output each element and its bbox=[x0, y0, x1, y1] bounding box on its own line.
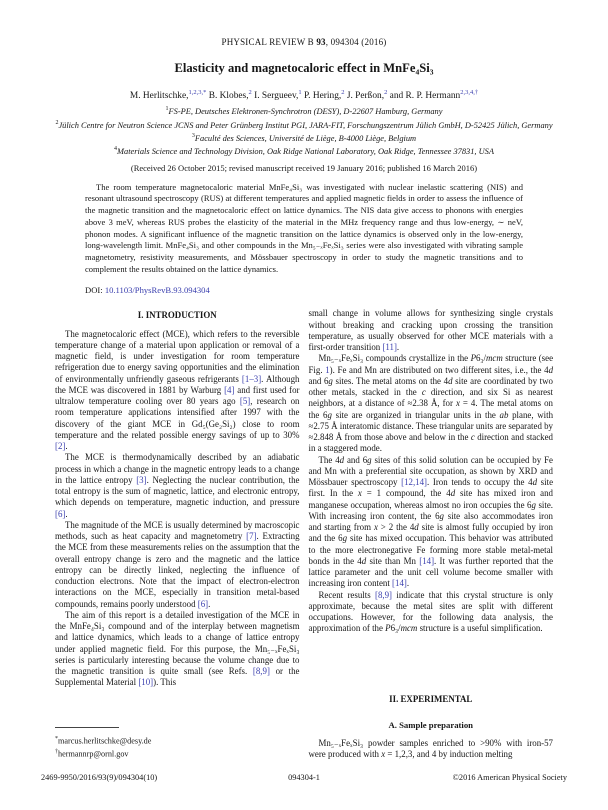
paragraph: The magnitude of the MCE is usually determined by macroscopic methods, such as heat capacity and magnetometry [7]. Extracting the MCE from these measurements relies on the assumption that the overall entropy change is zero and the magnetic and the lattice entropy can be directly linked, neglecting the influence of conduction electrons. Note that the impact of electron-electron interactions on the MCE, especially in transition metal-based compounds, remains poorly understood [6]. bbox=[55, 519, 300, 609]
received-line: (Received 26 October 2015; revised manuscript received 19 January 2016; published 16 March 2016) bbox=[130, 162, 478, 173]
footnote-marker: † bbox=[55, 749, 58, 756]
section-heading: I. INTRODUCTION bbox=[137, 310, 217, 321]
paragraph: Mn₅₋ₓFeₓSi₃ powder samples enriched to >90% with iron-57 were produced with x = 1,2,3, and 4 by induction melting bbox=[308, 737, 553, 760]
citation-link[interactable]: [3] bbox=[136, 474, 147, 485]
author-affiliation-ref[interactable]: 1 bbox=[298, 89, 302, 96]
paragraph: Recent results [8,9] indicate that this crystal structure is only approximate, because the metal sites are split with different occupations. However, for the following data analysis, the approximation of the P6₃/mcm structure is a useful simplification. bbox=[308, 589, 554, 634]
paragraph: The MCE is thermodynamically described by an adiabatic process in which a change in the magnetic entropy leads to a change in the lattice entropy [3]. Neglecting the nuclear contribution, the total entropy is the sum of magnetic, lattice, and electronic entropy, which depends on temperature, magnetic induction, and pressure [6]. bbox=[55, 452, 300, 519]
author-name: I. Sergueev, bbox=[251, 91, 299, 102]
author-name: M. Herlitschke, bbox=[129, 91, 189, 102]
citation-link[interactable]: [6] bbox=[197, 598, 209, 609]
copyright-notice: ©2016 American Physical Society bbox=[452, 773, 567, 782]
subsection-heading: A. Sample preparation bbox=[388, 719, 474, 730]
citation-link[interactable]: [6] bbox=[55, 508, 66, 519]
citation-link[interactable]: [11] bbox=[382, 342, 397, 353]
issn-code: 2469-9950/2016/93(9)/094304(10) bbox=[41, 773, 158, 782]
paragraph: small change in volume allows for synthesizing single crystals without breaking and cracking upon crossing the transition temperature, as usually observed for other MCE materials with a first-order transition [11]. bbox=[308, 308, 553, 353]
left-column bbox=[55, 308, 300, 760]
journal-issue-info: , 094304 (2016) bbox=[325, 37, 387, 47]
affiliation-number: 4 bbox=[114, 146, 118, 153]
paragraph: The aim of this report is a detailed investigation of the MCE in the MnFe₄Si₃ compound and of the interplay between magnetism and lattice dynamics, which leads to a change of lattice entropy under applied magnetic field. For this purpose, the Mn₅₋ₓFeₓSi₃ series is particularly interesting because the volume change due to the magnetic transition is quite small (see Refs. [8,9] or the Supplemental Material [10]). This bbox=[55, 609, 300, 688]
affiliation bbox=[55, 131, 553, 144]
citation-link[interactable]: [12,14] bbox=[401, 477, 428, 488]
citation-link[interactable]: [8,9] bbox=[252, 666, 270, 677]
author-affiliation-ref[interactable]: 2 bbox=[384, 89, 388, 96]
citation-link[interactable]: [5] bbox=[239, 396, 251, 407]
figure-link[interactable]: 1 bbox=[325, 364, 330, 375]
author-name: P. Hering, bbox=[301, 91, 342, 102]
page-title: Elasticity and magnetocaloric effect in MnFe₄Si₃ bbox=[174, 61, 434, 75]
journal-name: PHYSICAL REVIEW B bbox=[221, 37, 317, 47]
author-name: J. Perßon, bbox=[344, 91, 385, 102]
affiliation-text: FS-PE, Deutsches Elektronen-Synchrotron (DESY), D-22607 Hamburg, Germany bbox=[168, 106, 443, 116]
citation-link[interactable]: [8,9] bbox=[375, 589, 393, 600]
affiliation-text: Materials Science and Technology Division, Oak Ridge National Laboratory, Oak Ridge, Tennessee 37831, USA bbox=[117, 147, 494, 157]
citation-link[interactable]: [14] bbox=[392, 578, 407, 589]
two-column-body bbox=[55, 308, 553, 760]
footnote-marker: * bbox=[55, 736, 58, 743]
citation-link[interactable]: [7] bbox=[246, 531, 257, 542]
affiliation-number: 2 bbox=[55, 119, 59, 126]
page-footer bbox=[41, 773, 567, 782]
affiliation bbox=[55, 118, 553, 131]
affiliation-text: Jülich Centre for Neutron Science JCNS and Peter Grünberg Institut PGI, JARA-FIT, Forschungszentrum Jülich GmbH, D-52425 Jülich, Germany bbox=[58, 120, 553, 130]
footnotes bbox=[55, 727, 300, 760]
author-name: and R. P. Hermann bbox=[387, 91, 461, 102]
footnote-email[interactable]: marcus.herlitschke@desy.de bbox=[58, 737, 152, 747]
paragraph: The magnetocaloric effect (MCE), which refers to the reversible temperature change of a material upon application or removal of a magnetic field, is under investigation for room temperature refrigeration due to energy saving opportunities and the elimination of environmentally unfriendly gaseous refrigerants [1–3]. Although the MCE was discovered in 1881 by Warburg [4] and first used for ultralow temperature cooling over 80 years ago [5], research on room temperature applications intensified after 1997 with the discovery of the giant MCE in Gd₅(Ge₂Si₂) close to room temperature and the related possible energy savings of up to 30% [2]. bbox=[55, 328, 300, 452]
left-column-text bbox=[55, 308, 300, 688]
journal-header bbox=[55, 37, 553, 47]
author-line bbox=[55, 89, 553, 101]
affiliation-number: 3 bbox=[191, 132, 195, 139]
citation-link[interactable]: [2] bbox=[55, 441, 66, 452]
journal-volume: 93 bbox=[316, 37, 326, 47]
affiliation bbox=[55, 104, 553, 117]
citation-link[interactable]: [1–3] bbox=[241, 373, 262, 384]
paragraph: The 4d and 6g sites of this solid solution can be occupied by Fe and Mn with a preferential site occupation, as shown by XRD and Mössbauer spectroscopy [12,14]. Iron tends to occupy the 4d site first. In the x = 1 compound, the 4d site has mixed iron and manganese occupation, whereas almost no iron occupies the 6g site. With increasing iron content, the 6g site also accommodates iron and starting from x > 2 the 4d site is almost fully occupied by iron and the 6g site has mixed occupation. This behavior was attributed to the more electronegative Fe forming more stable metal-metal bonds in the 4d site than Mn [14]. It was further reported that the lattice parameter and the unit cell volume become smaller with increasing iron content [14]. bbox=[308, 454, 554, 589]
citation-link[interactable]: [10] bbox=[138, 677, 154, 688]
paragraph: Mn₅₋ₓFeₓSi₃ compounds crystallize in the P6₃/mcm structure (see Fig. 1). Fe and Mn are distributed on two different sites, i.e., the 4d and 6g sites. The metal atoms on the 4d site are coordinated by two other metals, stacked in the c direction, and six Si as nearest neighbors, at a distance of ≈2.38 Å, for x = 4. The metal atoms on the 6g site are organized in triangular units in the ab plane, with ≈2.75 Å interatomic distance. These triangular units are separated by ≈2.848 Å from those above and below in the c direction and stacked in a staggered mode. bbox=[308, 353, 554, 454]
doi-line bbox=[85, 285, 523, 295]
footnote-email[interactable]: hermannrp@ornl.gov bbox=[58, 750, 129, 760]
footnote-divider bbox=[55, 727, 119, 728]
doi-label: DOI: bbox=[85, 285, 105, 296]
section-heading: II. EXPERIMENTAL bbox=[389, 694, 473, 705]
citation-link[interactable]: [4] bbox=[224, 384, 235, 395]
author-affiliation-ref[interactable]: 1,2,3,* bbox=[188, 89, 207, 96]
page-number: 094304-1 bbox=[288, 773, 320, 782]
footnote bbox=[55, 747, 300, 760]
abstract: The room temperature magnetocaloric material MnFe₄Si₃ was investigated with nuclear inelastic scattering (NIS) and resonant ultrasound spectroscopy (RUS) at different temperatures and applied magnetic fields in order to assess the influence of the magnetic transition and the magnetocaloric effect on lattice dynamics. The NIS data give access to phonons with energies above 3 meV, whereas RUS probes the elasticity of the material in the MHz frequency range and thus low-energy, ∼ neV, phonon modes. A significant influence of the magnetic transition on the lattice dynamics is observed only in the low-energy, long-wavelength limit. MnFe₄Si₃ and other compounds in the Mn₅₋ₓFeₓSi₃ series were also investigated with vibrating sample magnetometry, resistivity measurements, and Mössbauer spectroscopy in order to study the magnetic transitions and to complement the results obtained on the lattice dynamics. bbox=[85, 181, 523, 274]
right-column bbox=[309, 308, 554, 760]
footnote bbox=[55, 734, 300, 747]
affiliations bbox=[55, 104, 553, 158]
affiliation-text: Faculté des Sciences, Université de Liège, B-4000 Liège, Belgium bbox=[194, 133, 417, 143]
affiliation-number: 1 bbox=[165, 106, 169, 113]
author-affiliation-ref[interactable]: 2,3,4,† bbox=[460, 89, 479, 96]
author-name: B. Klobes, bbox=[206, 91, 249, 102]
doi-link[interactable]: 10.1103/PhysRevB.93.094304 bbox=[104, 285, 210, 296]
author-affiliation-ref[interactable]: 2 bbox=[341, 89, 345, 96]
citation-link[interactable]: [14] bbox=[419, 555, 435, 566]
affiliation bbox=[55, 144, 553, 157]
author-affiliation-ref[interactable]: 2 bbox=[248, 89, 252, 96]
